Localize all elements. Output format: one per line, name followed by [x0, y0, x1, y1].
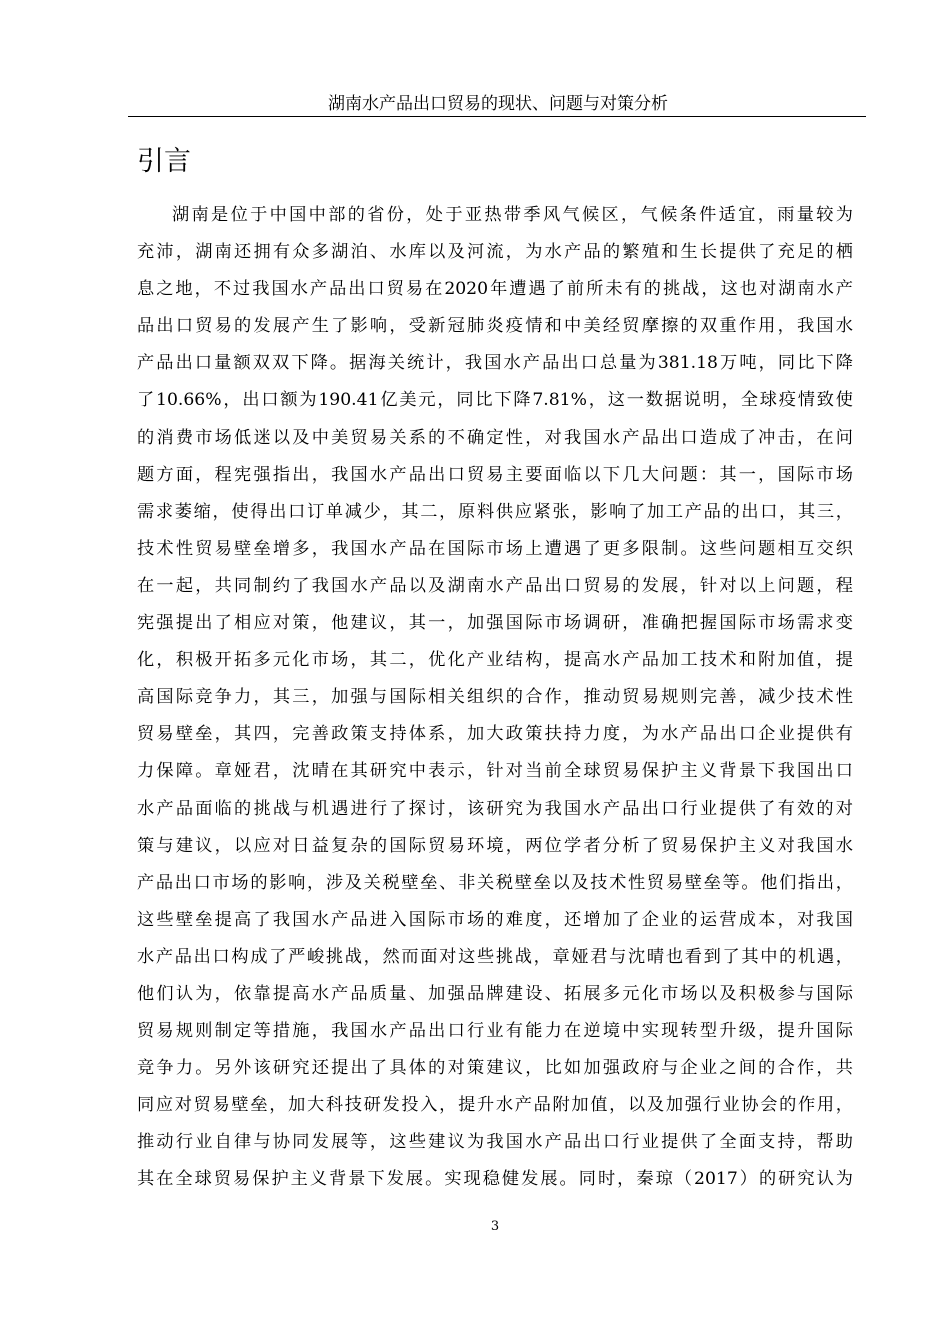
paragraph-line: 充沛，湖南还拥有众多湖泊、水库以及河流，为水产品的繁殖和生长提供了充足的栖	[137, 242, 853, 263]
paragraph-line: 化，积极开拓多元化市场，其二，优化产业结构，提高水产品加工技术和附加值，提	[137, 650, 853, 671]
paragraph-line: 策与建议，以应对日益复杂的国际贸易环境，两位学者分析了贸易保护主义对我国水	[137, 835, 853, 856]
paragraph-line: 贸易规则制定等措施，我国水产品出口行业有能力在逆境中实现转型升级，提升国际	[137, 1021, 853, 1042]
paragraph-line: 水产品出口构成了严峻挑战，然而面对这些挑战，章娅君与沈晴也看到了其中的机遇，	[137, 946, 853, 967]
paragraph-line: 需求萎缩，使得出口订单减少，其二，原料供应紧张，影响了加工产品的出口，其三，	[137, 501, 853, 522]
paragraph-line: 推动行业自律与协同发展等，这些建议为我国水产品出口行业提供了全面支持，帮助	[137, 1132, 853, 1153]
paragraph-line: 品出口贸易的发展产生了影响，受新冠肺炎疫情和中美经贸摩擦的双重作用，我国水	[137, 316, 853, 337]
section-heading: 引言	[137, 146, 191, 177]
paragraph-line: 题方面，程宪强指出，我国水产品出口贸易主要面临以下几大问题：其一，国际市场	[137, 464, 853, 485]
paragraph-line: 高国际竞争力，其三，加强与国际相关组织的合作，推动贸易规则完善，减少技术性	[137, 687, 853, 708]
paragraph-line: 息之地，不过我国水产品出口贸易在2020年遭遇了前所未有的挑战，这也对湖南水产	[137, 279, 853, 300]
paragraph-line: 力保障。章娅君，沈晴在其研究中表示，针对当前全球贸易保护主义背景下我国出口	[137, 761, 853, 782]
paragraph-line: 产品出口量额双双下降。据海关统计，我国水产品出口总量为381.18万吨，同比下降	[137, 353, 853, 374]
body-paragraph	[137, 197, 853, 1199]
running-header-title: 湖南水产品出口贸易的现状、问题与对策分析	[328, 94, 668, 114]
paragraph-line: 贸易壁垒，其四，完善政策支持体系，加大政策扶持力度，为水产品出口企业提供有	[137, 724, 853, 745]
paragraph-line: 的消费市场低迷以及中美贸易关系的不确定性，对我国水产品出口造成了冲击，在问	[137, 427, 853, 448]
paragraph-line: 产品出口市场的影响，涉及关税壁垒、非关税壁垒以及技术性贸易壁垒等。他们指出，	[137, 872, 853, 893]
paragraph-line: 在一起，共同制约了我国水产品以及湖南水产品出口贸易的发展，针对以上问题，程	[137, 575, 853, 596]
page-number: 3	[490, 1219, 500, 1234]
paragraph-line: 其在全球贸易保护主义背景下发展。实现稳健发展。同时，秦琼（2017）的研究认为	[137, 1169, 853, 1190]
header-rule	[128, 116, 866, 117]
paragraph-line: 水产品面临的挑战与机遇进行了探讨，该研究为我国水产品出口行业提供了有效的对	[137, 798, 853, 819]
paragraph-line: 他们认为，依靠提高水产品质量、加强品牌建设、拓展多元化市场以及积极参与国际	[137, 983, 853, 1004]
paragraph-line: 竞争力。另外该研究还提出了具体的对策建议，比如加强政府与企业之间的合作，共	[137, 1058, 853, 1079]
paragraph-line: 这些壁垒提高了我国水产品进入国际市场的难度，还增加了企业的运营成本，对我国	[137, 909, 853, 930]
paragraph-line: 宪强提出了相应对策，他建议，其一，加强国际市场调研，准确把握国际市场需求变	[137, 613, 853, 634]
paragraph-line: 技术性贸易壁垒增多，我国水产品在国际市场上遭遇了更多限制。这些问题相互交织	[137, 538, 853, 559]
paragraph-line: 了10.66%，出口额为190.41亿美元，同比下降7.81%，这一数据说明，全球疫情致使	[137, 390, 853, 411]
paragraph-line: 湖南是位于中国中部的省份，处于亚热带季风气候区，气候条件适宜，雨量较为	[172, 205, 853, 225]
paragraph-line: 同应对贸易壁垒，加大科技研发投入，提升水产品附加值，以及加强行业协会的作用，	[137, 1095, 853, 1116]
